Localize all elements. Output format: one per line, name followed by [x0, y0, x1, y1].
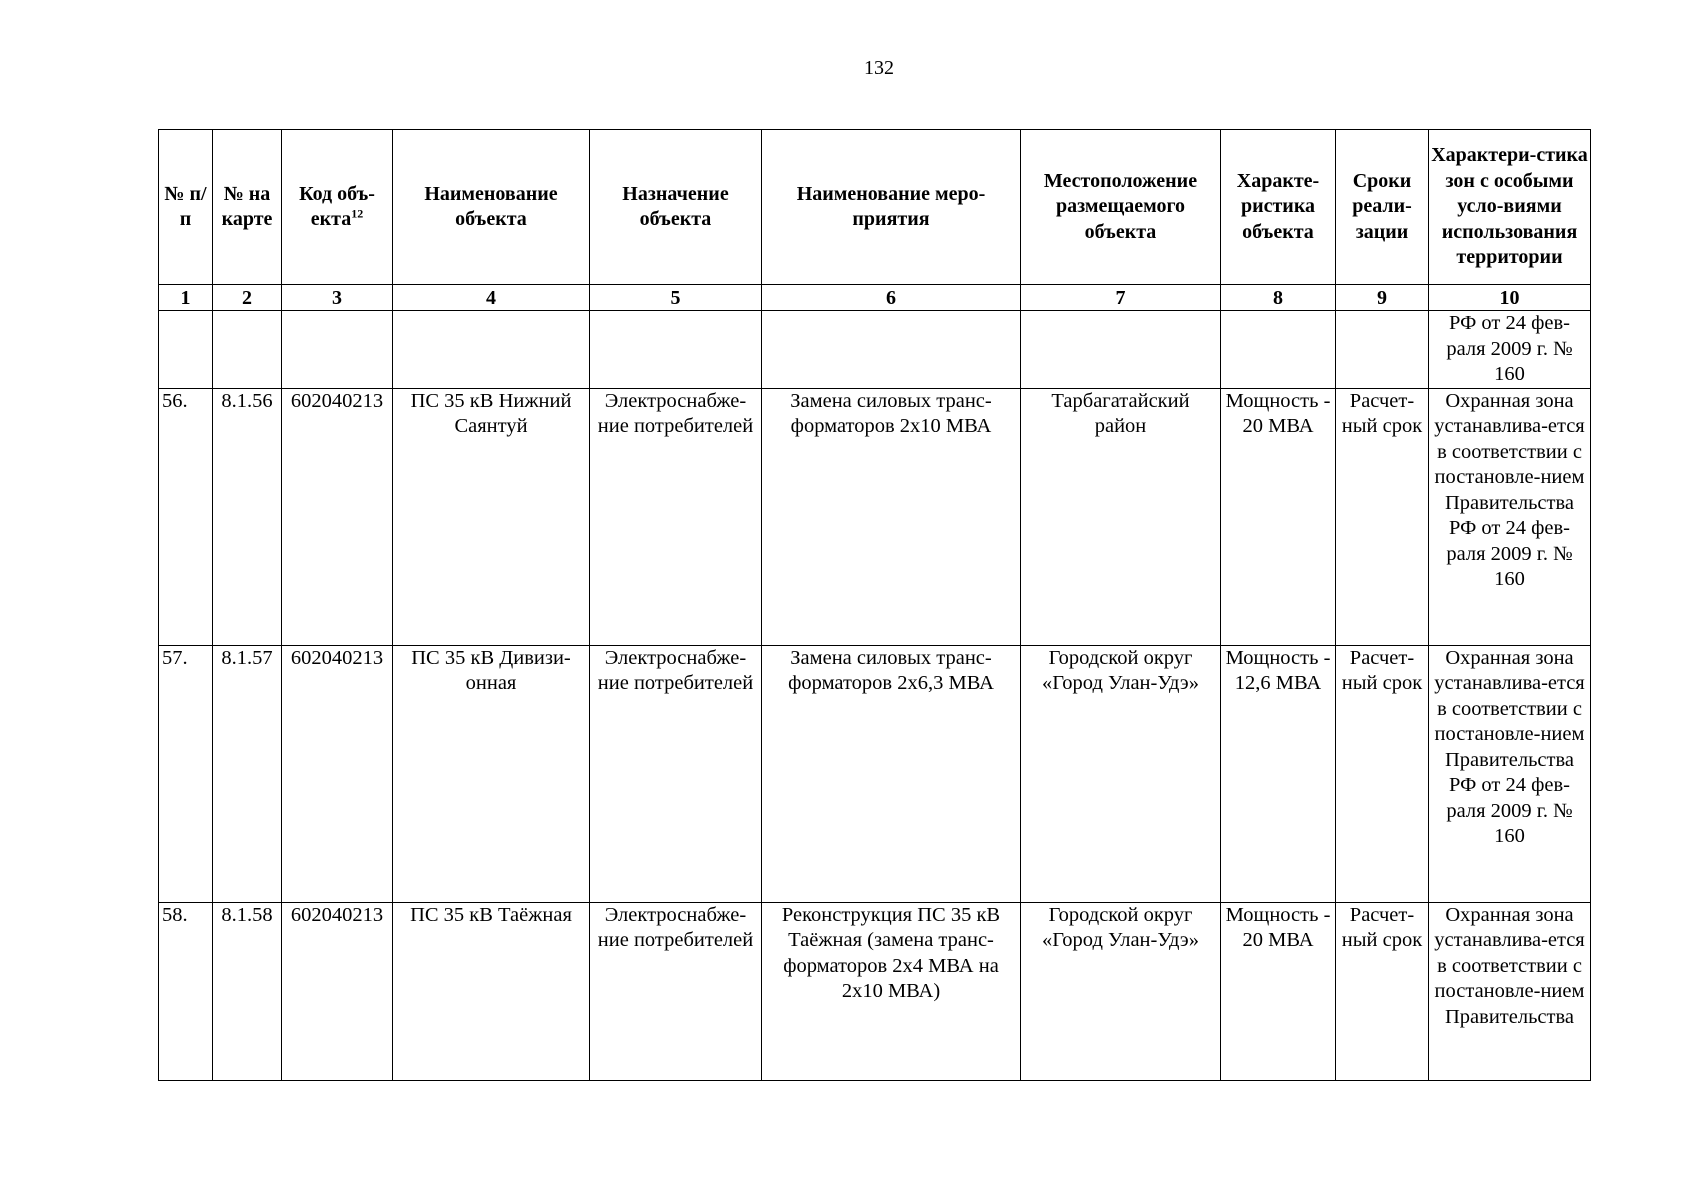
object-code-cell: 602040213 [282, 645, 393, 902]
column-number: 5 [590, 285, 762, 311]
table-row-continuation [159, 311, 1591, 389]
table-cell [159, 311, 213, 389]
header-cell: Характе-ристика объекта [1221, 130, 1336, 285]
zones-cell: Охранная зона устанавлива-ется в соответствии с постановле-нием Правительства [1429, 902, 1591, 1080]
column-number: 4 [393, 285, 590, 311]
zones-cell: Охранная зона устанавлива-ется в соответствии с постановле-нием Правительства РФ от 24 фев-раля 2009 г. № 160 [1429, 645, 1591, 902]
term-cell: Расчет-ный срок [1336, 902, 1429, 1080]
header-text: Код объ-екта [299, 182, 375, 230]
location-cell: Городской округ «Город Улан-Удэ» [1021, 902, 1221, 1080]
column-number: 2 [213, 285, 282, 311]
header-row [159, 130, 1591, 285]
table-cell [282, 311, 393, 389]
column-number: 8 [1221, 285, 1336, 311]
column-number: 1 [159, 285, 213, 311]
location-cell: Тарбагатайский район [1021, 388, 1221, 645]
header-cell: Назначение объекта [590, 130, 762, 285]
location-cell: Городской округ «Город Улан-Удэ» [1021, 645, 1221, 902]
map-number-cell: 8.1.57 [213, 645, 282, 902]
row-number-cell: 58. [159, 902, 213, 1080]
characteristic-cell: Мощность - 20 МВА [1221, 388, 1336, 645]
header-cell: Характери-стика зон с особыми усло-виями использования территории [1429, 130, 1591, 285]
term-cell: Расчет-ный срок [1336, 388, 1429, 645]
table-cell [1336, 311, 1429, 389]
row-number-cell: 57. [159, 645, 213, 902]
table-cell [762, 311, 1021, 389]
table-cell [1021, 311, 1221, 389]
map-number-cell: 8.1.56 [213, 388, 282, 645]
column-number: 9 [1336, 285, 1429, 311]
table-row [159, 388, 1591, 645]
objects-table [158, 129, 1591, 1081]
header-cell: Наименование меро-приятия [762, 130, 1021, 285]
page-number: 132 [864, 57, 894, 79]
row-number-cell: 56. [159, 388, 213, 645]
zones-cell: РФ от 24 фев-раля 2009 г. № 160 [1429, 311, 1591, 389]
purpose-cell: Электроснабже-ние потребителей [590, 388, 762, 645]
header-cell [282, 130, 393, 285]
measure-cell: Замена силовых транс-форматоров 2х6,3 МВА [762, 645, 1021, 902]
table-cell [213, 311, 282, 389]
table-cell [393, 311, 590, 389]
header-cell: № на карте [213, 130, 282, 285]
measure-cell: Реконструкция ПС 35 кВ Таёжная (замена транс-форматоров 2х4 МВА на 2х10 МВА) [762, 902, 1021, 1080]
column-number-row [159, 285, 1591, 311]
zones-cell: Охранная зона устанавлива-ется в соответствии с постановле-нием Правительства РФ от 24 фев-раля 2009 г. № 160 [1429, 388, 1591, 645]
purpose-cell: Электроснабже-ние потребителей [590, 902, 762, 1080]
characteristic-cell: Мощность - 12,6 МВА [1221, 645, 1336, 902]
header-cell: Сроки реали-зации [1336, 130, 1429, 285]
measure-cell: Замена силовых транс-форматоров 2х10 МВА [762, 388, 1021, 645]
object-code-cell: 602040213 [282, 902, 393, 1080]
header-cell: Местоположение размещаемого объекта [1021, 130, 1221, 285]
table-cell [590, 311, 762, 389]
object-name-cell: ПС 35 кВ Таёжная [393, 902, 590, 1080]
header-cell: Наименование объекта [393, 130, 590, 285]
object-name-cell: ПС 35 кВ Дивизи-онная [393, 645, 590, 902]
column-number: 7 [1021, 285, 1221, 311]
footnote-marker: 12 [351, 206, 364, 221]
characteristic-cell: Мощность - 20 МВА [1221, 902, 1336, 1080]
column-number: 6 [762, 285, 1021, 311]
purpose-cell: Электроснабже-ние потребителей [590, 645, 762, 902]
table-row [159, 902, 1591, 1080]
table-cell [1221, 311, 1336, 389]
term-cell: Расчет-ный срок [1336, 645, 1429, 902]
object-code-cell: 602040213 [282, 388, 393, 645]
column-number: 3 [282, 285, 393, 311]
header-cell: № п/п [159, 130, 213, 285]
object-name-cell: ПС 35 кВ Нижний Саянтуй [393, 388, 590, 645]
table-row [159, 645, 1591, 902]
map-number-cell: 8.1.58 [213, 902, 282, 1080]
column-number: 10 [1429, 285, 1591, 311]
